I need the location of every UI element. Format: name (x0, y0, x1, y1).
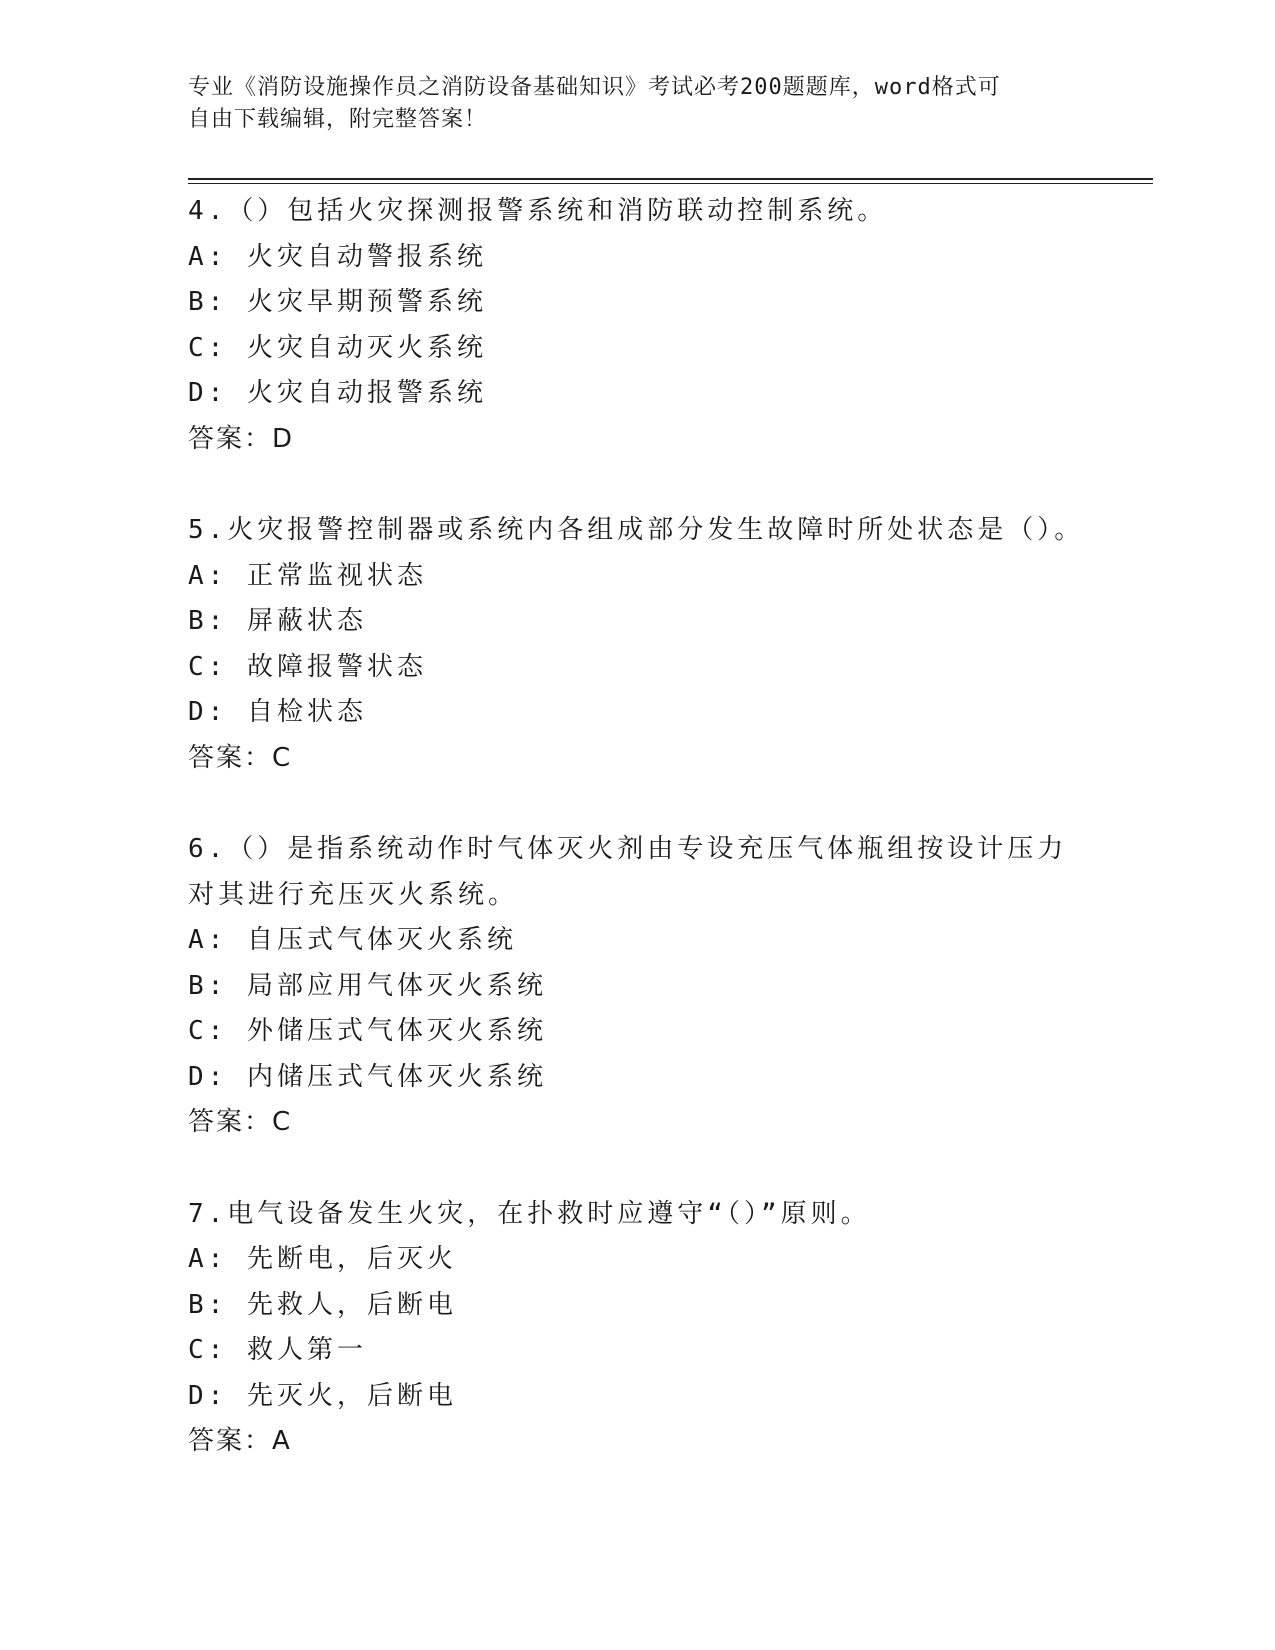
option-b: B: 局部应用气体灭火系统 (188, 970, 547, 1001)
document-header (188, 72, 1068, 136)
option-a: A: 正常监视状态 (188, 560, 427, 591)
option-c: C: 火灾自动灭火系统 (188, 332, 487, 363)
question-7 (188, 1192, 1088, 1465)
question-4 (188, 189, 1088, 462)
option-b: B: 屏蔽状态 (188, 606, 367, 636)
option-d: D: 火灾自动报警系统 (188, 378, 487, 408)
option-d: D: 自检状态 (188, 697, 367, 727)
answer-line: 答案：C (188, 742, 293, 773)
option-a: A: 先断电，后灭火 (188, 1244, 457, 1274)
option-d: D: 内储压式气体灭火系统 (188, 1061, 547, 1092)
answer-line: 答案：D (188, 423, 295, 454)
option-c: C: 外储压式气体灭火系统 (188, 1016, 547, 1046)
question-stem: 6.（）是指系统动作时气体灭火剂由专设充压气体瓶组按设计压力对其进行充压灭火系统。 (188, 834, 1068, 910)
question-list (188, 189, 1088, 1511)
question-stem: 4.（）包括火灾探测报警系统和消防联动控制系统。 (188, 196, 888, 226)
option-a: A: 火灾自动警报系统 (188, 241, 487, 272)
header-line-2: 自由下载编辑，附完整答案！ (188, 107, 488, 132)
option-a: A: 自压式气体灭火系统 (188, 925, 517, 955)
option-c: C: 救人第一 (188, 1335, 367, 1365)
question-stem: 7.电气设备发生火灾，在扑救时应遵守“（）”原则。 (188, 1198, 871, 1229)
question-stem: 5.火灾报警控制器或系统内各组成部分发生故障时所处状态是（）。 (188, 515, 1085, 545)
answer-line: 答案：A (188, 1426, 292, 1456)
question-5 (188, 508, 1088, 781)
question-6 (188, 827, 1088, 1146)
option-b: B: 火灾早期预警系统 (188, 287, 487, 317)
header-divider-thick (188, 178, 1153, 180)
option-d: D: 先灭火，后断电 (188, 1380, 457, 1411)
header-line-1: 专业《消防设施操作员之消防设备基础知识》考试必考200题题库，word格式可 (188, 75, 1001, 100)
answer-line: 答案：C (188, 1107, 293, 1137)
option-c: C: 故障报警状态 (188, 651, 427, 682)
option-b: B: 先救人，后断电 (188, 1289, 457, 1320)
header-divider-thin (188, 183, 1153, 184)
